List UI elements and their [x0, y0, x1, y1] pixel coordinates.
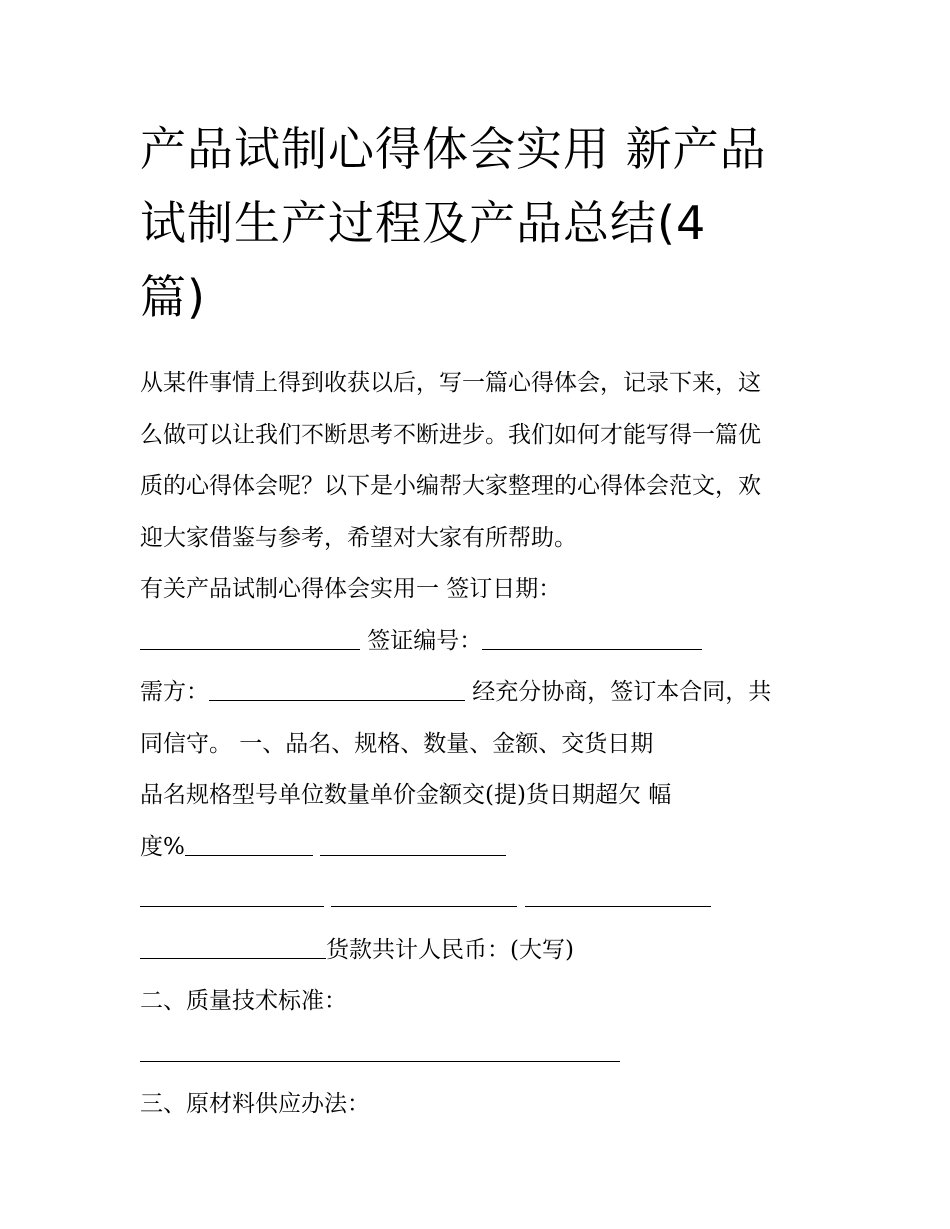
percent-blank[interactable]: [185, 854, 313, 856]
material-heading: 三、原材料供应办法：: [140, 1091, 370, 1117]
quality-heading: 二、质量技术标准：: [140, 988, 347, 1014]
percent-label: 度%: [140, 833, 185, 860]
date-blank[interactable]: [140, 648, 360, 650]
total-label: 货款共计人民币：(大写): [326, 936, 574, 963]
cert-number-blank[interactable]: [482, 648, 702, 650]
title-line-2: 试制生产过程及产品总结(4: [140, 196, 707, 250]
item-blank-4[interactable]: [525, 905, 711, 907]
item-blank-1[interactable]: [320, 854, 506, 856]
contract-heading: 有关产品试制心得体会实用一 签订日期：: [140, 576, 562, 602]
total-blank[interactable]: [140, 957, 326, 959]
document-page: [140, 112, 820, 1131]
contract-line-5: 品名规格型号单位数量单价金额交(提)货日期超欠 幅: [140, 782, 672, 808]
buyer-tail: 经充分协商，签订本合同，共: [465, 679, 772, 705]
document-body: [140, 358, 820, 1131]
cert-label: 签证编号：: [360, 627, 483, 654]
intro-line-1: 从某件事情上得到收获以后，写一篇心得体会，记录下来，这: [140, 370, 761, 396]
buyer-label: 需方：: [140, 679, 209, 705]
contract-total-line: [140, 925, 820, 977]
intro-line-3: 质的心得体会呢？以下是小编帮大家整理的心得体会范文，欢: [140, 473, 761, 499]
quality-blank-line: [140, 1028, 820, 1080]
title-line-1: 产品试制心得体会实用 新产品: [140, 122, 767, 176]
contract-line-4: 同信守。 一、品名、规格、数量、金额、交货日期: [140, 730, 654, 757]
item-blank-3[interactable]: [331, 905, 517, 907]
contract-blank-line: [140, 873, 820, 925]
intro-line-4: 迎大家借鉴与参考，希望对大家有所帮助。: [140, 524, 577, 551]
item-blank-2[interactable]: [140, 905, 324, 907]
quality-blank[interactable]: [140, 1060, 620, 1062]
contract-line-6: [140, 822, 820, 874]
contract-cert-line: [140, 616, 820, 668]
contract-buyer-line: [140, 667, 820, 719]
title-line-3: 篇): [140, 270, 206, 324]
buyer-blank[interactable]: [209, 699, 465, 701]
document-title: [140, 112, 820, 334]
intro-line-2: 么做可以让我们不断思考不断进步。我们如何才能写得一篇优: [140, 421, 761, 448]
